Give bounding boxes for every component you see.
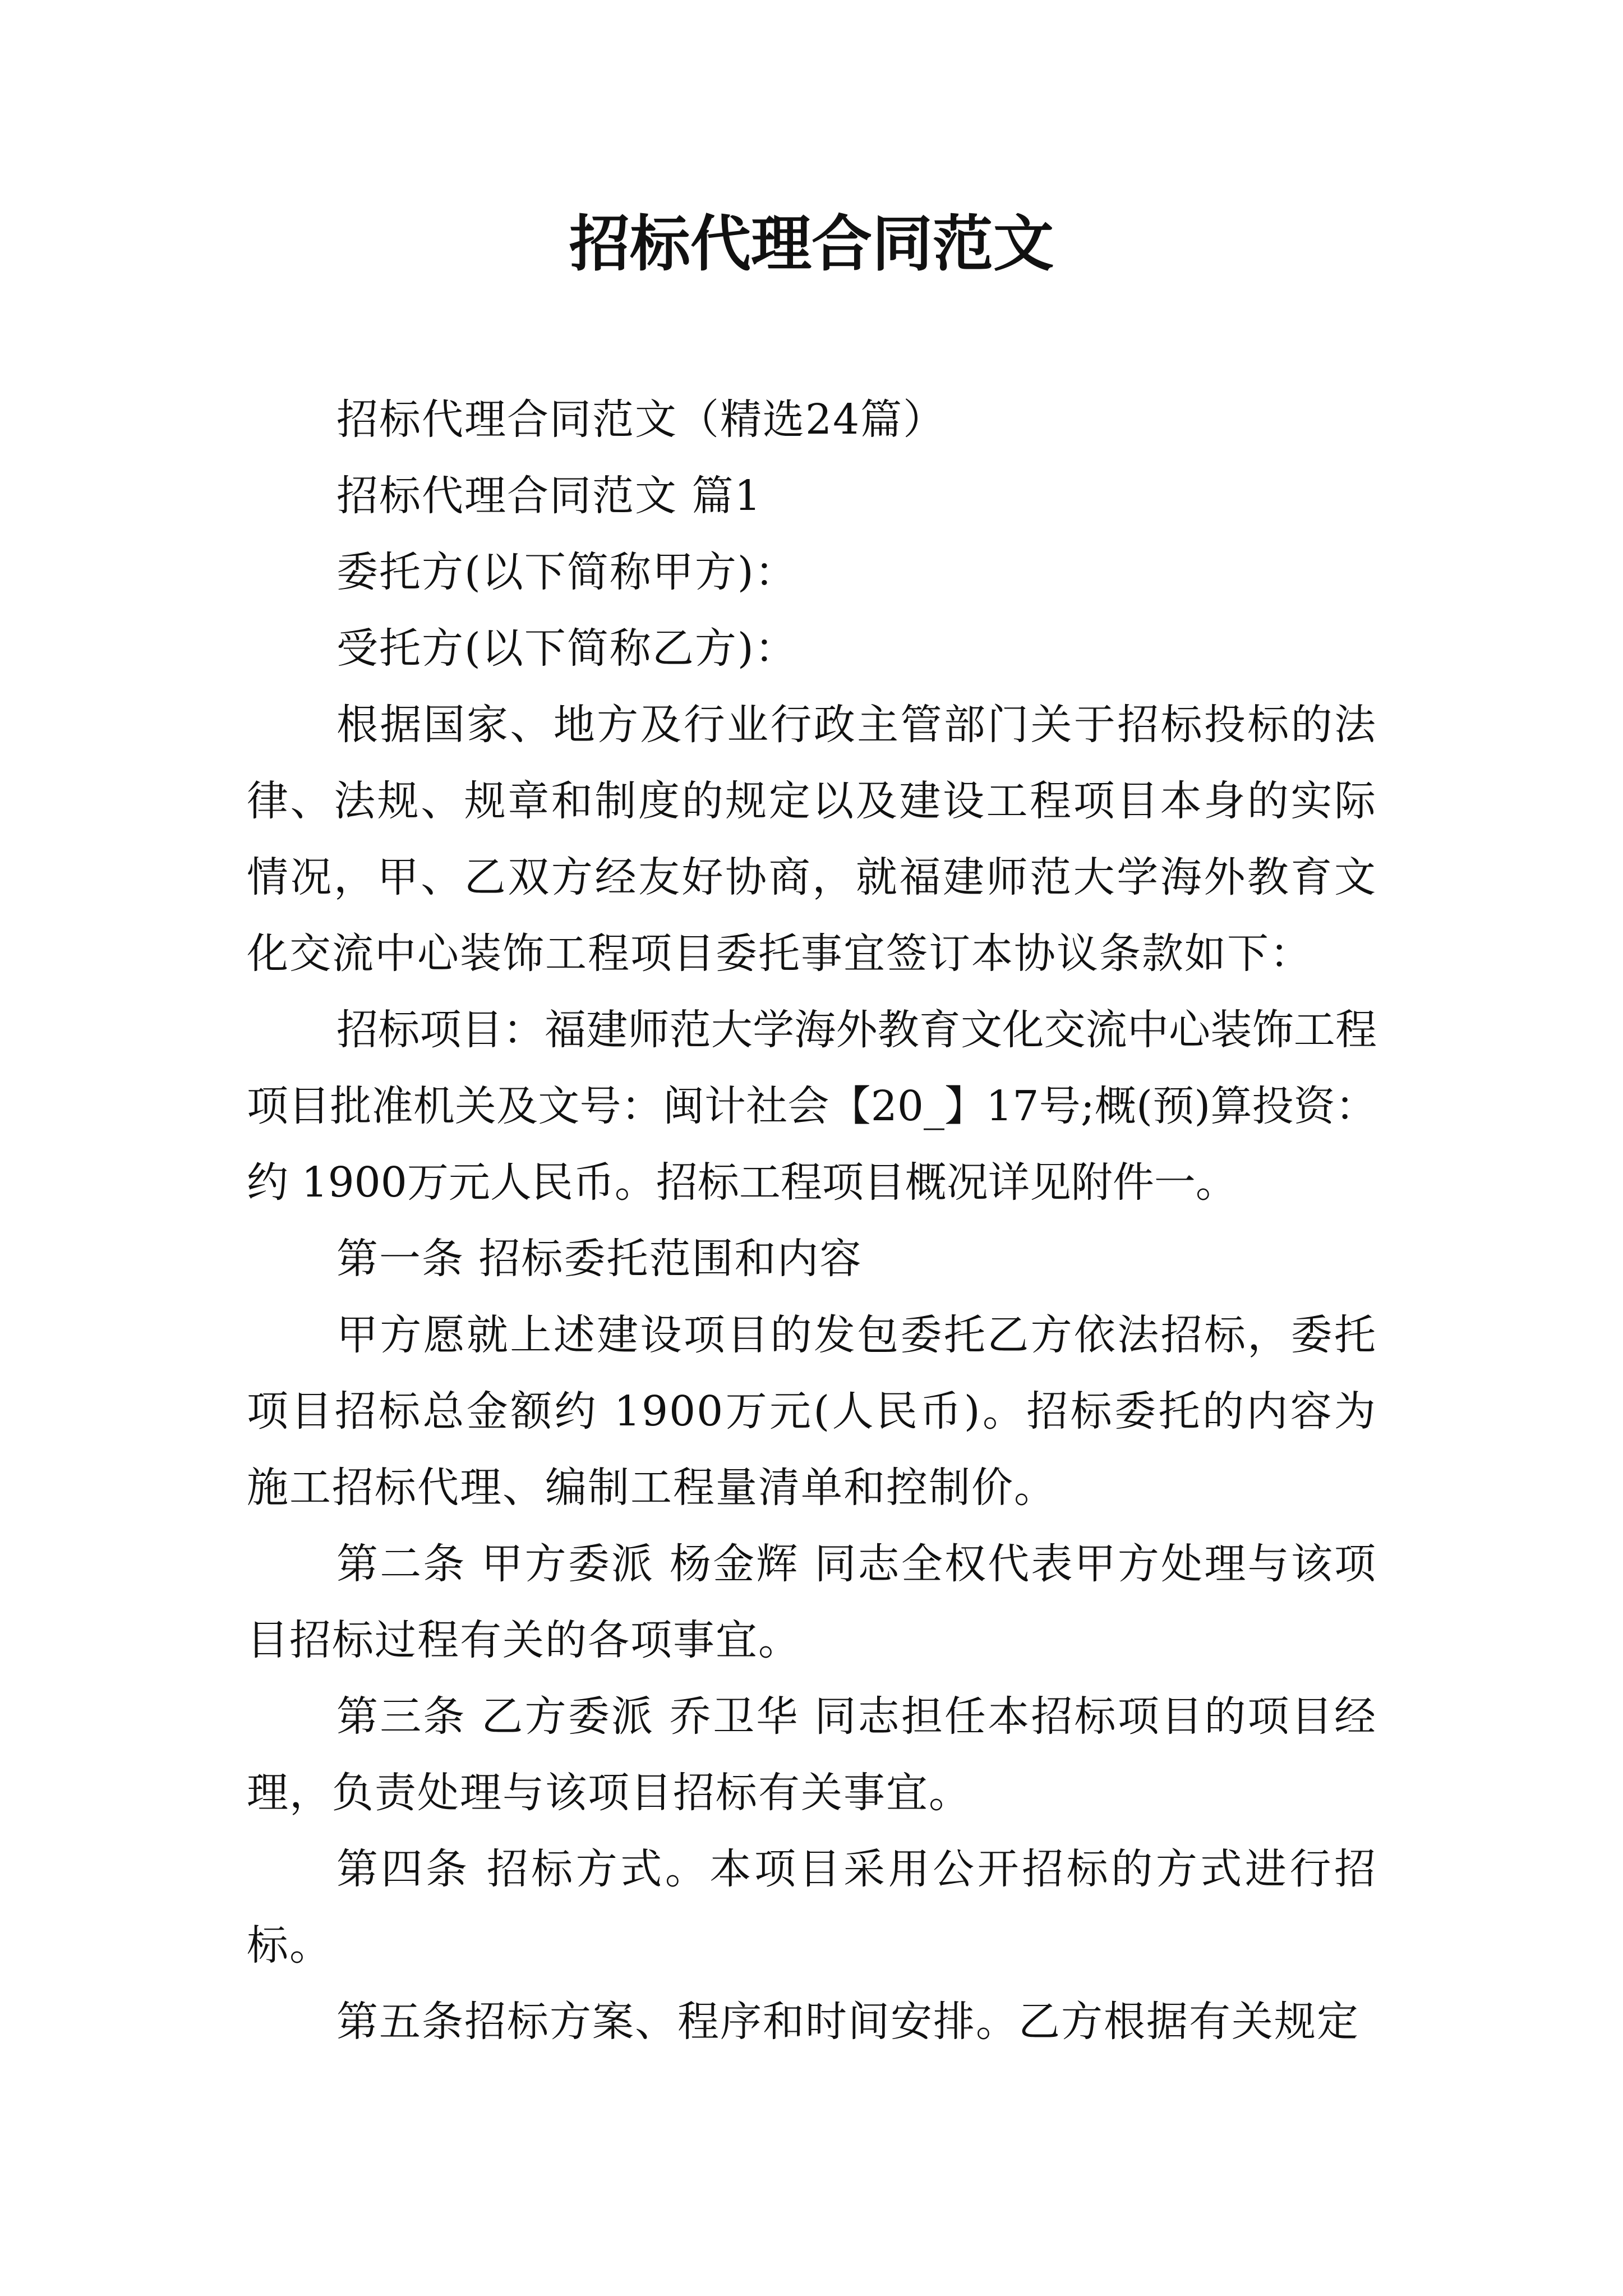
paragraph-agent: 受托方(以下简称乙方)：: [336, 624, 797, 673]
paragraph-project-info: 招标项目：福建师范大学海外教育文化交流中心装饰工程项目批准机关及文号：闽计社会【20_】17号;概(预)算投资： 约 1900万元人民币。招标工程项目概况详见附件一。: [247, 1006, 1377, 1207]
paragraph-article-2: 第二条 甲方委派 杨金辉 同志全权代表甲方处理与该项目招标过程有关的各项事宜。: [247, 1540, 1377, 1664]
paragraph-section-heading: 招标代理合同范文 篇1: [336, 472, 762, 520]
paragraph-article-4: 第四条 招标方式。本项目采用公开招标的方式进行招标。: [247, 1845, 1377, 1970]
paragraph-article-5: 第五条招标方案、程序和时间安排。乙方根据有关规定: [336, 1998, 1359, 2046]
paragraph-article-1-heading: 第一条 招标委托范围和内容: [336, 1235, 863, 1283]
paragraph-article-3: 第三条 乙方委派 乔卫华 同志担任本招标项目的项目经理，负责处理与该项目招标有关事宜。: [247, 1692, 1377, 1817]
paragraph-preamble: 根据国家、地方及行业行政主管部门关于招标投标的法律、法规、规章和制度的规定以及建设工程项目本身的实际情况，甲、乙双方经友好协商，就福建师范大学海外教育文化交流中心装饰工程项目委托事宜签订本协议条款如下：: [247, 701, 1377, 978]
paragraph-subtitle: 招标代理合同范文（精选24篇）: [336, 395, 946, 444]
paragraph-article-1-body: 甲方愿就上述建设项目的发包委托乙方依法招标，委托项目招标总金额约 1900万元(人民币)。招标委托的内容为施工招标代理、编制工程量清单和控制价。: [247, 1311, 1377, 1512]
document-body: [247, 381, 1377, 2060]
paragraph-principal: 委托方(以下简称甲方)：: [336, 548, 797, 596]
document-title: 招标代理合同范文: [569, 209, 1054, 279]
